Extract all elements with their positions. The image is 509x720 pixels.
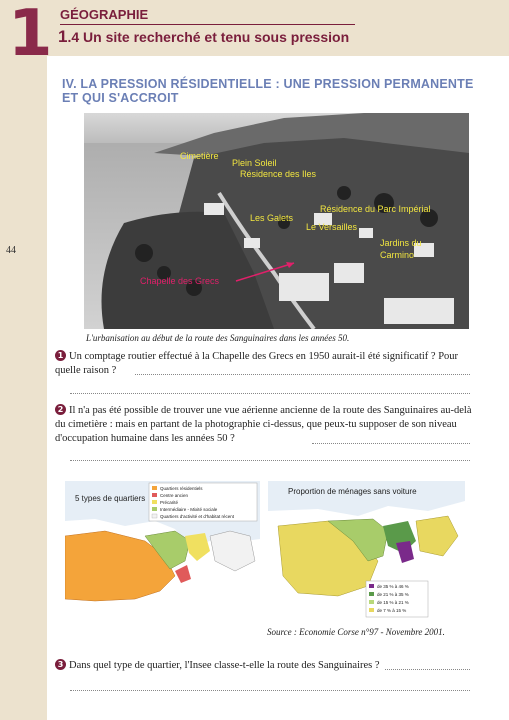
label-plein-soleil: Plein Soleil	[232, 158, 277, 168]
label-chapelle: Chapelle des Grecs	[140, 276, 220, 286]
answer-line[interactable]	[312, 442, 470, 444]
legend-item: Quartiers résidentiels	[160, 486, 203, 491]
answer-line[interactable]	[70, 392, 470, 394]
question-3	[55, 659, 475, 673]
label-jardins: Jardins du	[380, 238, 422, 248]
legend-item: de 35 % à 46 %	[377, 584, 409, 589]
legend-item: Intermédiaire - Mixité sociale	[160, 507, 218, 512]
legend-item: de 7 % à 15 %	[377, 608, 407, 613]
answer-line[interactable]	[70, 689, 470, 691]
subject-title: GÉOGRAPHIE	[60, 7, 149, 22]
question-text: Un comptage routier effectué à la Chapelle des Grecs en 1950 aurait-il été significatif ? Pour quelle raison ?	[55, 351, 459, 376]
section-title: IV. LA PRESSION RÉSIDENTIELLE : UNE PRESSION PERMANENTE ET QUI S'ACCROIT	[62, 77, 474, 105]
legend-item: Quartiers d'activité et d'habitat récent	[160, 514, 235, 519]
map-quartier-types	[65, 481, 260, 604]
map-households-no-car	[268, 481, 465, 621]
label-carmino: Carmino	[380, 250, 415, 260]
legend-item: de 15 % à 21 %	[377, 600, 409, 605]
question-text: Dans quel type de quartier, l'Insee classe-t-elle la route des Sanguinaires ?	[69, 660, 380, 671]
label-versailles: Le Versailles	[306, 222, 358, 232]
label-cimetiere: Cimetière	[180, 151, 219, 161]
answer-line[interactable]	[70, 459, 470, 461]
subtitle-number: 1	[58, 27, 68, 46]
legend-item: Centre ancien	[160, 493, 189, 498]
chapter-number: 1	[8, 0, 51, 71]
question-number: 1	[55, 350, 66, 361]
question-2	[55, 404, 475, 446]
question-number: 2	[55, 404, 66, 415]
legend-item: de 21 % à 35 %	[377, 592, 409, 597]
answer-line[interactable]	[135, 373, 470, 375]
source-caption: Source : Economie Corse n°97 - Novembre 2001.	[267, 627, 445, 637]
left-sidebar	[0, 0, 47, 720]
chapter-subtitle	[58, 27, 349, 47]
answer-line[interactable]	[385, 668, 470, 670]
label-galets: Les Galets	[250, 213, 294, 223]
legend-item: Précarité	[160, 500, 179, 505]
header-rule	[60, 24, 355, 25]
map-left-title: 5 types de quartiers	[75, 494, 146, 503]
page-number: 44	[6, 245, 16, 256]
map-right-title: Proportion de ménages sans voiture	[288, 487, 417, 496]
label-residence-parc: Résidence du Parc Impérial	[320, 204, 431, 214]
subtitle-text: .4 Un site recherché et tenu sous pression	[67, 29, 350, 45]
question-number: 3	[55, 659, 66, 670]
photo-caption: L'urbanisation au début de la route des Sanguinaires dans les années 50.	[86, 333, 350, 343]
label-residence-iles: Résidence des Iles	[240, 169, 317, 179]
question-text: Il n'a pas été possible de trouver une vue aérienne ancienne de la route des Sanguinaires au-delà du cimetière : mais en partant de la photographie ci-dessus, que peux-tu supposer de son niveau d'occupation humaine dans les années 50 ?	[55, 405, 472, 444]
aerial-photo	[84, 113, 469, 329]
